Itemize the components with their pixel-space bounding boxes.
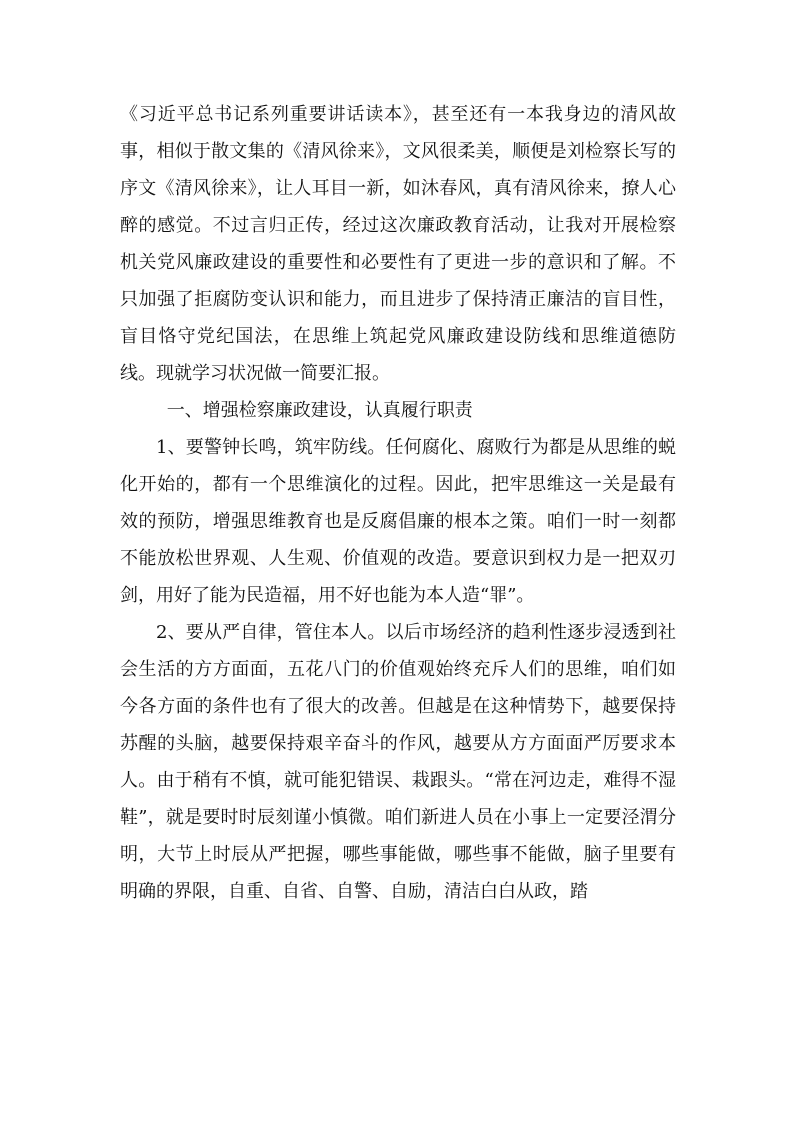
body-paragraph: 1、要警钟长鸣，筑牢防线。任何腐化、腐败行为都是从思维的蜕化开始的，都有一个思维演化的过程。因此，把牢思维这一关是最有效的预防，增强思维教育也是反腐倡廉的根本之策。咱们一时一刻都不能放松世界观、人生观、价值观的改造。要意识到权力是一把双刃剑，用好了能为民造福，用不好也能为本人造“罪”。 bbox=[120, 437, 676, 606]
body-paragraph: 2、要从严自律，管住本人。以后市场经济的趋利性逐步浸透到社会生活的方方面面，五花八门的价值观始终充斥人们的思维，咱们如今各方面的条件也有了很大的改善。但越是在这种情势下，越要保持苏醒的头脑，越要保持艰辛奋斗的作风，越要从方方面面严厉要求本人。由于稍有不慎，就可能犯错误、栽跟头。“常在河边走，难得不湿鞋”，就是要时时辰刻谨小慎微。咱们新进人员在小事上一定要泾渭分明，大节上时辰从严把握，哪些事能做，哪些事不能做，脑子里要有明确的界限，自重、自省、自警、自励，清洁白白从政，踏 bbox=[120, 622, 676, 902]
section-heading: 一、增强检察廉政建设，认真履行职责 bbox=[166, 400, 473, 421]
document-body bbox=[120, 96, 676, 910]
body-paragraph: 《习近平总书记系列重要讲话读本》，甚至还有一本我身边的清风故事，相似于散文集的《清风徐来》，文风很柔美，顺便是刘检察长写的序文《清风徐来》，让人耳目一新，如沐春风，真有清风徐来，撩人心醉的感觉。不过言归正传，经过这次廉政教育活动，让我对开展检察机关党风廉政建设的重要性和必要性有了更进一步的意识和了解。不只加强了拒腐防变认识和能力，而且进步了保持清正廉洁的盲目性，盲目恪守党纪国法，在思维上筑起党风廉政建设防线和思维道德防线。现就学习状况做一简要汇报。 bbox=[120, 104, 676, 384]
